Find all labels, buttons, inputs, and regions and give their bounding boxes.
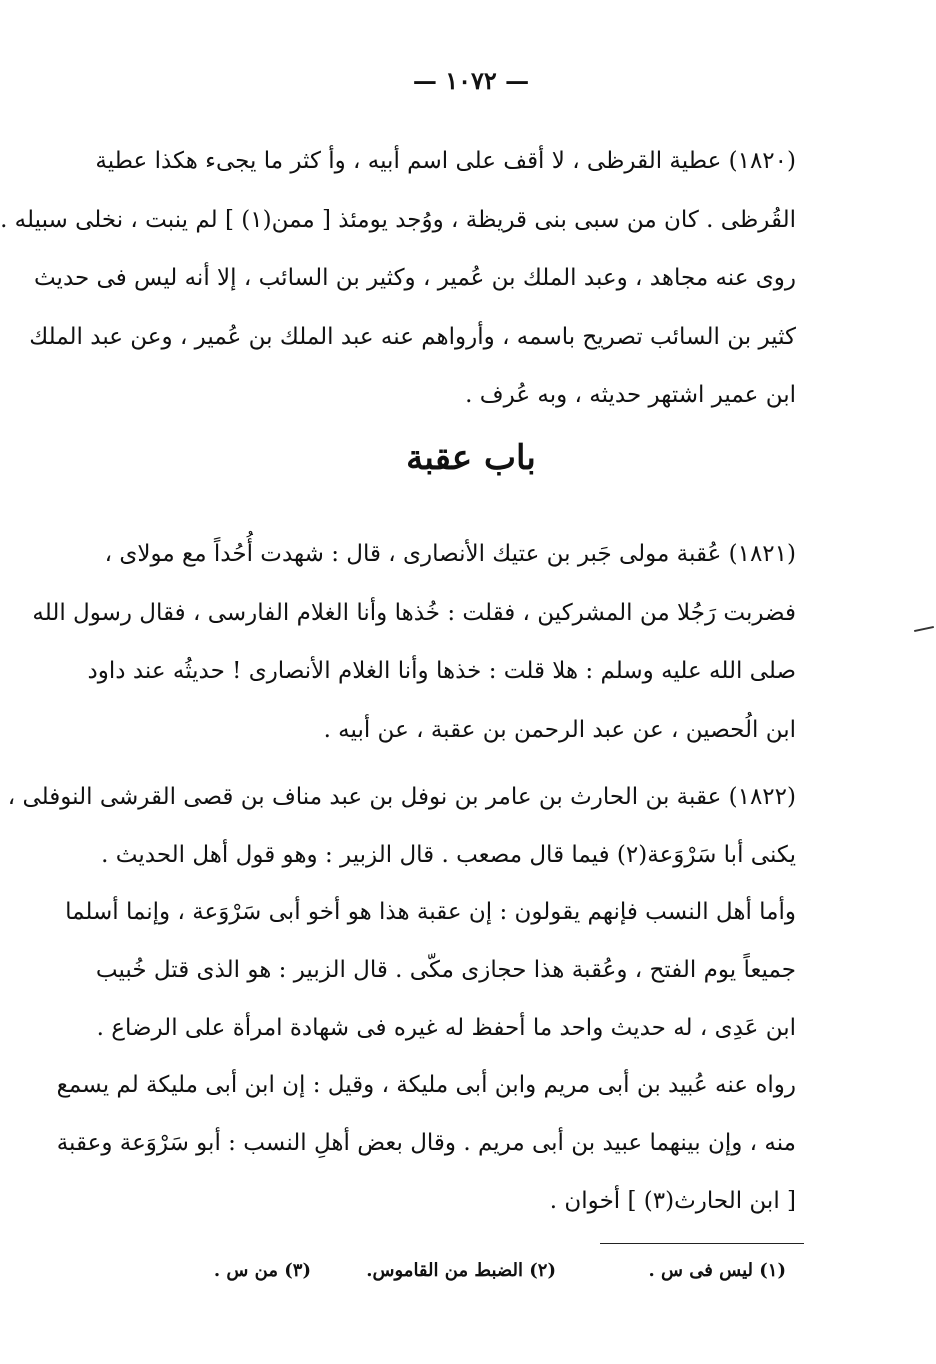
text-line: ابن الُحصين ، عن عبد الرحمن بن عقبة ، عن أبيه . <box>323 716 796 743</box>
footnote-2: (٢) الضبط من القاموس. <box>366 1260 556 1281</box>
footnote-3: (٣) من س . <box>213 1260 311 1281</box>
page-number: — ١٠٧٢ — <box>412 66 530 95</box>
text-line: روى عنه مجاهد ، وعبد الملك بن عُمير ، وكثير بن السائب ، إلا أنه ليس فى حديث <box>33 265 796 291</box>
text-line: فضربت رَجُلا من المشركين ، فقلت : خُذها وأنا الغلام الفارسى ، فقال رسول الله <box>32 599 796 626</box>
text-line: القُرظى . كان من سبى بنى قريظة ، ووُجد يومئذ [ ممن(١) ] لم ينبت ، نخلى سبيله . <box>0 206 796 233</box>
footnote-divider <box>600 1243 804 1244</box>
entry-1820 <box>0 132 796 425</box>
text-line: (١٨٢٠) عطية القرظى ، لا أقف على اسم أبيه ، وأ كثر ما يجىء هكذا عطية <box>95 148 796 174</box>
text-line: جميعاً يوم الفتح ، وعُقبة هذا حجازى مكّى . قال الزبير : هو الذى قتل خُبيب <box>95 957 796 984</box>
text-line: صلى الله عليه وسلم : هلا قلت : خذها وأنا الغلام الأنصارى ! حديثُه عند داود <box>87 658 796 684</box>
section-heading: باب عقبة <box>406 438 536 478</box>
margin-mark <box>914 626 934 632</box>
text-line: كثير بن السائب تصريح باسمه ، وأرواهم عنه عبد الملك بن عُمير ، وعن عبد الملك <box>29 323 796 350</box>
text-line: (١٨٢٢) عقبة بن الحارث بن عامر بن نوفل بن عبد مناف بن قصى القرشى النوفلى ، <box>7 784 796 810</box>
text-line: [ ابن الحارث(٣) ] أخوان . <box>549 1187 796 1214</box>
footnotes <box>186 1260 786 1290</box>
text-line: وأما أهل النسب فإنهم يقولون : إن عقبة هذا هو أخو أبى سَرْوَعة ، وإنما أسلما <box>65 899 796 926</box>
footnote-1: (١) ليس فى س . <box>648 1260 786 1281</box>
text-line: منه ، وإن بينهما عبيد بن أبى مريم . وقال بعض أهلِ النسب : أبو سَرْوَعة وعقبة <box>56 1130 796 1157</box>
text-line: رواه عنه عُبيد بن أبى مريم وابن أبى مليكة ، وقيل : إن ابن أبى مليكة لم يسمع <box>56 1072 796 1099</box>
text-line: ابن عَدِى ، له حديث واحد ما أحفظ له غيره فى شهادة امرأة على الرضاع . <box>96 1014 796 1041</box>
entry-1821 <box>32 525 796 759</box>
text-line: ابن عمير اشتهر حديثه ، وبه عُرف . <box>465 382 796 408</box>
text-line: (١٨٢١) عُقبة مولى جَبر بن عتيك الأنصارى ، قال : شهدت أُحُداً مع مولاى ، <box>104 541 796 567</box>
entry-1822 <box>7 769 796 1231</box>
text-line: يكنى أبا سَرْوَعة(٢) فيما قال مصعب . قال الزبير : وهو قول أهل الحديث . <box>101 841 796 868</box>
